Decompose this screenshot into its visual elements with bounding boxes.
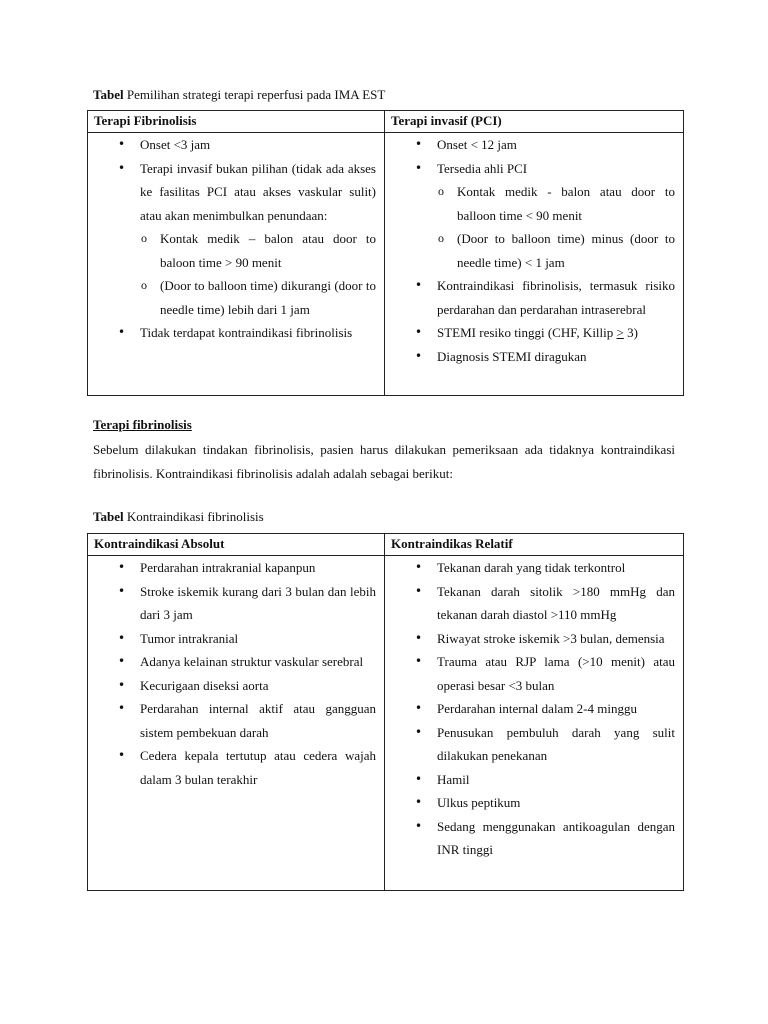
list-item: • Hamil [391, 768, 675, 792]
column-header-pci: Terapi invasif (PCI) [385, 111, 684, 133]
list-item: • Kecurigaan diseksi aorta [94, 674, 376, 698]
column-header-relative: Kontraindikas Relatif [385, 534, 684, 556]
table-header-row [88, 534, 684, 556]
pci-cell [385, 133, 684, 396]
sub-list [437, 180, 675, 274]
list-item: • Sedang menggunakan antikoagulan dengan INR tinggi [391, 815, 675, 862]
list-item: • Tekanan darah sitolik >180 mmHg dan tekanan darah diastol >110 mmHg [391, 580, 675, 627]
list-item: • Perdarahan internal dalam 2-4 minggu [391, 697, 675, 721]
table1-caption-label: Tabel [93, 87, 124, 102]
absolute-list [94, 556, 376, 791]
fibrinolysis-cell [88, 133, 385, 396]
list-item: • Perdarahan internal aktif atau gangguan sistem pembekuan darah [94, 697, 376, 744]
list-item: • Kontraindikasi fibrinolisis, termasuk risiko perdarahan dan perdarahan intraserebral [391, 274, 675, 321]
list-item [391, 321, 675, 345]
list-item: • Perdarahan intrakranial kapanpun [94, 556, 376, 580]
table-row [88, 133, 684, 396]
section-paragraph: Sebelum dilakukan tindakan fibrinolisis, pasien harus dilakukan pemeriksaan ada tidaknya kontraindikasi fibrinolisis. Kontraindikasi fibrinolisis adalah adalah sebagai berikut: [93, 442, 675, 481]
list-item [391, 157, 675, 275]
sub-list-item: o (Door to balloon time) minus (door to needle time) < 1 jam [437, 227, 675, 274]
absolute-cell [88, 556, 385, 891]
table-row [88, 556, 684, 891]
list-item: • Tidak terdapat kontraindikasi fibrinolisis [94, 321, 376, 345]
list-item: • Riwayat stroke iskemik >3 bulan, demensia [391, 627, 675, 651]
list-item: • Tekanan darah yang tidak terkontrol [391, 556, 675, 580]
sub-list-item: o Kontak medik - balon atau door to balloon time < 90 menit [437, 180, 675, 227]
table2-caption [93, 508, 264, 526]
section-title: Terapi fibrinolisis [93, 417, 192, 432]
list-item: • Diagnosis STEMI diragukan [391, 345, 675, 369]
relative-cell [385, 556, 684, 891]
list-item-text: Tersedia ahli PCI [437, 160, 528, 176]
table2-caption-label: Tabel [93, 509, 124, 524]
pci-list [391, 133, 675, 368]
reperfusion-strategy-table [87, 110, 684, 396]
list-item: • Stroke iskemik kurang dari 3 bulan dan lebih dari 3 jam [94, 580, 376, 627]
table-header-row [88, 111, 684, 133]
list-item-text: Terapi invasif bukan pilihan (tidak ada akses ke fasilitas PCI atau akses vaskular sulit) atau akan menimbulkan penundaan: [140, 160, 376, 223]
column-header-absolute: Kontraindikasi Absolut [88, 534, 385, 556]
sub-list-item: o Kontak medik – balon atau door to baloon time > 90 menit [140, 227, 376, 274]
relative-list [391, 556, 675, 862]
sub-list [140, 227, 376, 321]
contraindication-table [87, 533, 684, 891]
list-item-text: STEMI resiko tinggi (CHF, Killip [437, 325, 617, 340]
fibrinolysis-list [94, 133, 376, 345]
list-item: • Trauma atau RJP lama (>10 menit) atau operasi besar <3 bulan [391, 650, 675, 697]
list-item [94, 157, 376, 322]
list-item: • Adanya kelainan struktur vaskular serebral [94, 650, 376, 674]
list-item: • Ulkus peptikum [391, 791, 675, 815]
column-header-fibrinolysis: Terapi Fibrinolisis [88, 111, 385, 133]
sub-list-item: o (Door to balloon time) dikurangi (door to needle time) lebih dari 1 jam [140, 274, 376, 321]
table1-caption-text: Pemilihan strategi terapi reperfusi pada IMA EST [123, 87, 386, 102]
list-item: • Tumor intrakranial [94, 627, 376, 651]
greater-or-equal-symbol: > [616, 325, 624, 340]
list-item: • Onset <3 jam [94, 133, 376, 157]
list-item: • Cedera kepala tertutup atau cedera wajah dalam 3 bulan terakhir [94, 744, 376, 791]
list-item: • Penusukan pembuluh darah yang sulit dilakukan penekanan [391, 721, 675, 768]
table2-caption-text: Kontraindikasi fibrinolisis [123, 509, 264, 524]
list-item-tail: 3) [623, 325, 638, 340]
list-item: • Onset < 12 jam [391, 133, 675, 157]
table1-caption [93, 86, 385, 104]
